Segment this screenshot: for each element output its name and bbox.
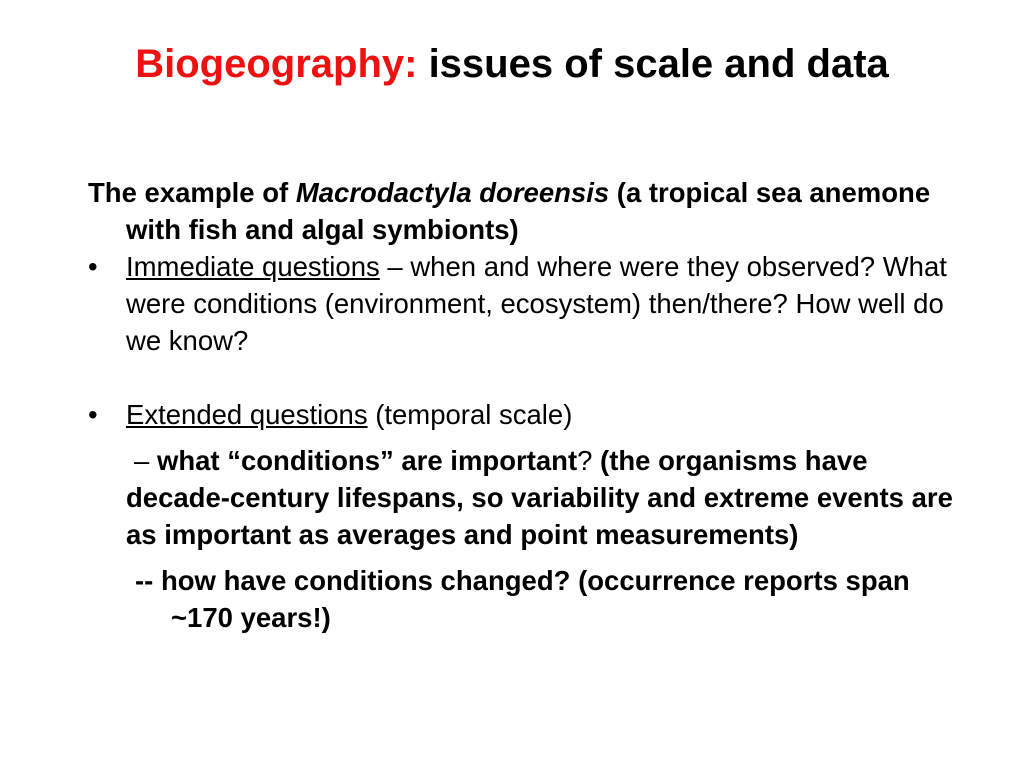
- species-name: Macrodactyla doreensis: [295, 177, 610, 208]
- bullet-heading: Extended questions: [126, 399, 368, 430]
- bullet-heading: Immediate questions: [126, 251, 380, 282]
- title-accent: Biogeography:: [135, 42, 418, 86]
- intro-prefix: The example of: [88, 177, 296, 208]
- subpoint-conditions-important: [88, 442, 968, 553]
- bullet-extended-questions: [88, 396, 968, 433]
- bullet-dot: •: [88, 399, 98, 430]
- intro-suffix: (a tropical sea anemone with fish and algal symbionts): [126, 177, 931, 245]
- intro-paragraph: [88, 174, 968, 248]
- subpoint-conditions-changed: -- how have conditions changed? (occurrence reports span ~170 years!): [135, 565, 910, 633]
- slide-title: [80, 40, 944, 88]
- slide-body: [88, 174, 968, 636]
- subpoint-bold-rest: (the organisms have decade-century lifespans, so variability and extreme events are as important as averages and point measurements): [126, 445, 953, 550]
- bullet-dot: •: [88, 251, 98, 282]
- bullet-text: – when and where were they observed? What were conditions (environment, ecosystem) then/there? How well do we know?: [126, 251, 947, 356]
- subpoint-mark: ?: [577, 445, 593, 476]
- bullet-text: (temporal scale): [367, 399, 573, 430]
- subpoint-dash: –: [134, 445, 157, 476]
- bullet-immediate-questions: [88, 248, 968, 359]
- title-rest: issues of scale and data: [417, 42, 889, 86]
- subpoint-bold-lead: what “conditions” are important: [156, 445, 578, 476]
